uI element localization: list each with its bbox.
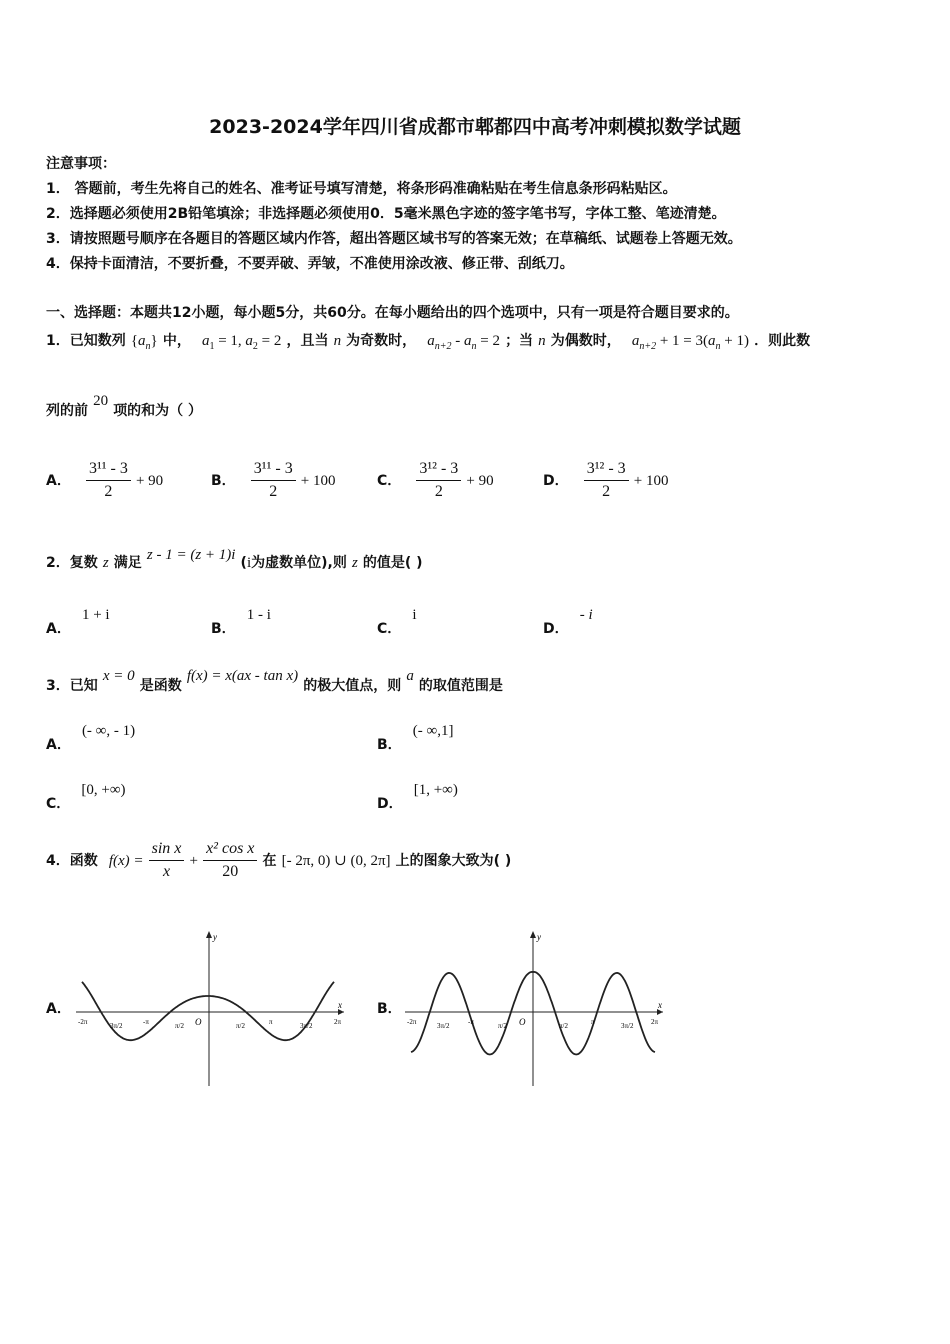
q1-text: 为偶数时， bbox=[550, 333, 621, 349]
question-4: 4．函数 f(x) = $\frac{\text{sin x}}{x}$ + $\frac{\text{x² cos x}}{20}$ 在 [- 2π, 0) ∪ (0, 2π] 上的图象大致为( ) bbox=[46, 840, 512, 880]
notice-item: 2．选择题必须使用2B铅笔填涂；非选择题必须使用0．5毫米黑色字迹的签字笔书写，字体工整、笔迹清楚。 bbox=[46, 206, 726, 222]
tick-label: π bbox=[591, 1018, 595, 1026]
q3-option-b[interactable]: B． (- ∞,1] bbox=[377, 723, 454, 753]
tick-label: 3π/2 bbox=[437, 1022, 450, 1030]
y-axis-arrow bbox=[206, 931, 212, 938]
q2-option-b[interactable]: B． 1 - i bbox=[211, 607, 271, 637]
q1-n: n bbox=[538, 333, 546, 349]
q4-graph-b[interactable] bbox=[405, 928, 667, 1088]
q3-option-a[interactable]: A． (- ∞, - 1) bbox=[46, 723, 136, 753]
y-label: y bbox=[213, 932, 217, 942]
q1-text: 中， bbox=[162, 333, 191, 349]
q1-option-c[interactable]: C． $\frac{\text{3¹² - 3}}{2}$ + 90 bbox=[377, 460, 494, 500]
q1-text: ，且当 bbox=[286, 333, 329, 349]
curve-a bbox=[82, 982, 334, 1040]
tick-label: 3π/2 bbox=[621, 1022, 634, 1030]
tick-label: π/2 bbox=[236, 1022, 245, 1030]
q2-option-a[interactable]: A． 1 + i bbox=[46, 607, 110, 637]
tick-label: 2π bbox=[334, 1018, 342, 1026]
q1-text: 为奇数时， bbox=[346, 333, 417, 349]
q1-text: 列的前 bbox=[46, 403, 88, 419]
question-1 bbox=[46, 330, 810, 352]
q4-graph-a[interactable] bbox=[76, 928, 348, 1088]
tick-label: π/2 bbox=[175, 1022, 184, 1030]
q1-sequence: $\{a_n\}$ bbox=[130, 333, 158, 352]
tick-label: 2π bbox=[651, 1018, 659, 1026]
q2-option-d[interactable]: D． - i bbox=[543, 607, 593, 637]
notice-item: 1． 答题前，考生先将自己的姓名、准考证号填写清楚，将条形码准确粘贴在考生信息条形码粘贴区。 bbox=[46, 181, 677, 197]
q1-text: ；当 bbox=[505, 333, 534, 349]
notice-heading: 注意事项： bbox=[46, 156, 116, 172]
tick-label: π/2 bbox=[498, 1022, 507, 1030]
q1-option-d[interactable]: D． $\frac{\text{3¹² - 3}}{2}$ + 100 bbox=[543, 460, 669, 500]
section-heading: 一、选择题：本题共12小题，每小题5分，共60分。在每小题给出的四个选项中，只有一项是符合题目要求的。 bbox=[46, 305, 739, 321]
tick-label: 3π/2 bbox=[110, 1022, 123, 1030]
y-axis-arrow bbox=[530, 931, 536, 938]
q2-equation: z - 1 = (z + 1)i bbox=[146, 547, 236, 563]
origin-label: O bbox=[519, 1017, 526, 1027]
q1-text: ．则此数 bbox=[754, 333, 811, 349]
question-2: 2．复数 z 满足 z - 1 = (z + 1)i (i为虚数单位),则 z 的值是( ) bbox=[46, 547, 423, 571]
tick-label: -2π bbox=[407, 1018, 417, 1026]
q1-odd-rule: $a_{n+2} - a_n = 2$ bbox=[427, 333, 500, 352]
origin-label: O bbox=[195, 1017, 202, 1027]
tick-label: π/2 bbox=[559, 1022, 568, 1030]
tick-label: 3π/2 bbox=[300, 1022, 313, 1030]
notice-item: 4．保持卡面清洁，不要折叠，不要弄破、弄皱，不准使用涂改液、修正带、刮纸刀。 bbox=[46, 256, 574, 272]
tick-label: -π bbox=[468, 1018, 474, 1026]
question-1-cont bbox=[46, 393, 203, 420]
q1-initial: $a_1 = 1$, $a_2 = 2$ bbox=[201, 333, 282, 352]
q1-twenty: 20 bbox=[93, 393, 109, 409]
q3-option-d[interactable]: D． [1, +∞) bbox=[377, 782, 458, 812]
q3-option-c[interactable]: C． [0, +∞) bbox=[46, 782, 126, 812]
q1-text: 1．已知数列 bbox=[46, 333, 126, 349]
q1-text: 项的和为（ ） bbox=[113, 403, 203, 419]
question-3: 3．已知 x = 0 是函数 f(x) = x(ax - tan x) 的极大值点，则 a 的取值范围是 bbox=[46, 668, 503, 694]
x-label: x bbox=[338, 1000, 342, 1010]
page-title: 2023-2024学年四川省成都市郫都四中高考冲刺模拟数学试题 bbox=[209, 116, 741, 138]
q4-option-b-label[interactable]: B． bbox=[377, 1001, 402, 1017]
q1-option-a[interactable]: A． $\frac{\text{3¹¹ - 3}}{2}$ + 90 bbox=[46, 460, 164, 500]
x-label: x bbox=[658, 1000, 662, 1010]
q1-option-b[interactable]: B． $\frac{\text{3¹¹ - 3}}{2}$ + 100 bbox=[211, 460, 336, 500]
tick-label: -π bbox=[143, 1018, 149, 1026]
tick-label: -2π bbox=[78, 1018, 88, 1026]
q1-n: n bbox=[333, 333, 342, 349]
q2-option-c[interactable]: C． i bbox=[377, 607, 417, 637]
tick-label: π bbox=[269, 1018, 273, 1026]
q4-option-a-label[interactable]: A． bbox=[46, 1001, 71, 1017]
q1-even-rule: $a_{n+2} + 1 = 3(a_n + 1)$ bbox=[631, 333, 749, 352]
y-label: y bbox=[537, 932, 541, 942]
notice-item: 3．请按照题号顺序在各题目的答题区域内作答，超出答题区域书写的答案无效；在草稿纸、试题卷上答题无效。 bbox=[46, 231, 742, 247]
